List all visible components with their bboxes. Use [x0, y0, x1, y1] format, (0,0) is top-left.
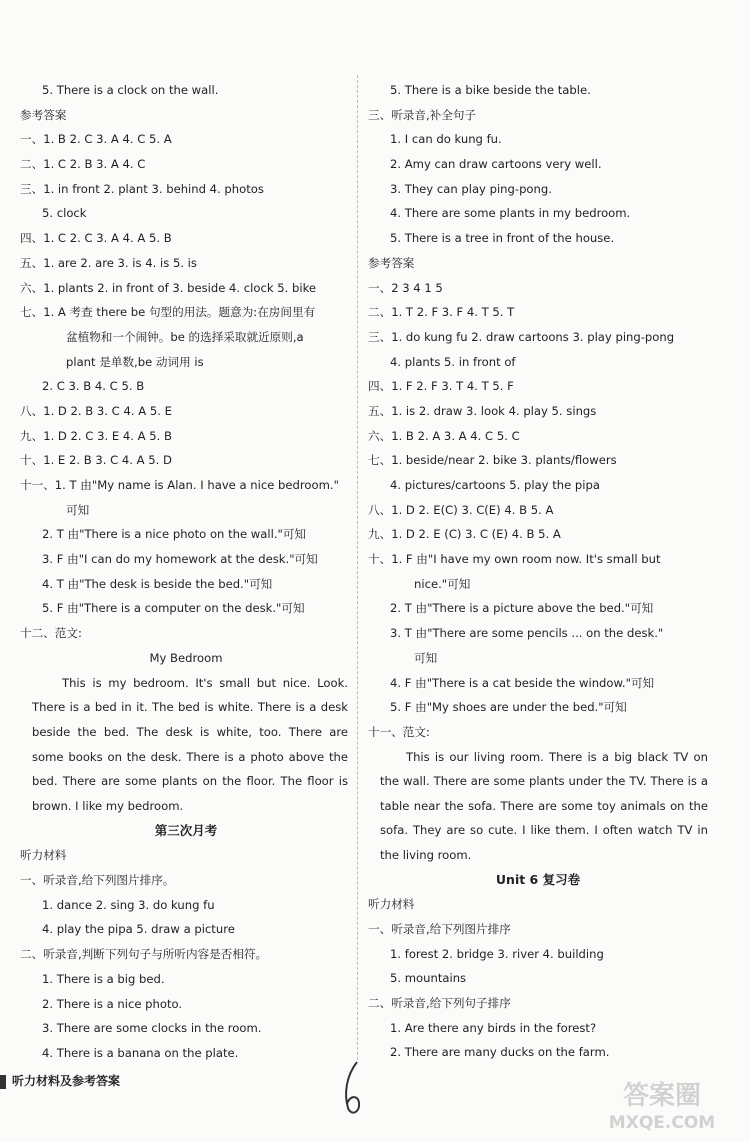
essay-left: This is my bedroom. It's small but nice. Look. There is a bed in it. The bed is white. There is a desk beside the bed. The desk is white, too. There are some books on the desk. There is a photo above the bed. There are some plants on the floor. The floor is brown. I like my bedroom. [32, 675, 348, 814]
text-line: 三、1. in front 2. plant 3. behind 4. photos [20, 181, 264, 196]
text-line: 二、1. T 2. F 3. F 4. T 5. T [368, 305, 515, 320]
text-line: plant 是单数,be 动词用 is [66, 354, 204, 369]
text-line: 九、1. D 2. C 3. E 4. A 5. B [20, 428, 172, 443]
text-line: 5. There is a clock on the wall. [42, 83, 219, 97]
text-line: 2. There is a nice photo. [42, 996, 183, 1011]
text-line: 十一、范文: [368, 724, 430, 739]
left-column [20, 78, 352, 1066]
text-line: 2. C 3. B 4. C 5. B [42, 379, 145, 394]
essay-right: This is our living room. There is a big black TV on the wall. There are some plants under the TV. There is a table near the sofa. There are some toy animals on the sofa. They are so cute. I like them. I often watch TV in the living room. [380, 749, 708, 862]
text-line: 5. F 由"My shoes are under the bed."可知 [390, 700, 627, 715]
text-line: 1. Are there any birds in the forest? [390, 1020, 597, 1035]
text-line: 2. T 由"There is a picture above the bed."可知 [390, 601, 654, 616]
text-line: nice."可知 [414, 576, 471, 591]
text-line: 4. pictures/cartoons 5. play the pipa [390, 478, 600, 492]
text-line: 5. F 由"There is a computer on the desk."可知 [42, 601, 305, 616]
right-listening-list [368, 892, 708, 1065]
text-line: 四、1. C 2. C 3. A 4. A 5. B [20, 231, 172, 246]
text-line: 5. clock [42, 206, 87, 221]
text-line: 三、听录音,补全句子 [368, 107, 477, 122]
page-footer [0, 1072, 120, 1089]
text-line: 七、1. A 考查 there be 句型的用法。题意为:在房间里有 [20, 305, 316, 320]
text-line: 4. T 由"The desk is beside the bed."可知 [42, 576, 273, 591]
text-line: 1. dance 2. sing 3. do kung fu [42, 897, 215, 912]
text-line: 5. There is a tree in front of the house. [390, 231, 615, 246]
text-line: 听力材料 [368, 897, 415, 912]
text-line: 八、1. D 2. E(C) 3. C(E) 4. B 5. A [368, 502, 554, 517]
essay-title-left: My Bedroom [149, 650, 223, 665]
right-column [368, 78, 708, 1065]
text-line: 4. plants 5. in front of [390, 354, 516, 369]
text-line: 1. forest 2. bridge 3. river 4. building [390, 946, 604, 961]
text-line: 1. I can do kung fu. [390, 132, 502, 147]
text-line: 九、1. D 2. E (C) 3. C (E) 4. B 5. A [368, 527, 561, 542]
svg-text:MXQE.COM: MXQE.COM [608, 1113, 716, 1133]
text-line: 可知 [66, 502, 90, 517]
handwritten-mark [340, 1058, 366, 1118]
text-line: 三、1. do kung fu 2. draw cartoons 3. play ping-pong [368, 329, 675, 344]
text-line: 二、听录音,给下列句子排序 [368, 995, 511, 1010]
text-line: 十一、1. T 由"My name is Alan. I have a nice bedroom." [20, 478, 339, 492]
text-line: 4. play the pipa 5. draw a picture [42, 922, 235, 937]
text-line: 参考答案 [20, 107, 67, 122]
text-line: 五、1. is 2. draw 3. look 4. play 5. sings [368, 403, 597, 418]
text-line: 一、听录音,给下列图片排序。 [20, 873, 175, 888]
section-title: 第三次月考 [154, 822, 218, 838]
text-line: 二、听录音,判断下列句子与所听内容是否相符。 [20, 947, 268, 962]
text-line: 5. mountains [390, 971, 467, 986]
text-line: 2. Amy can draw cartoons very well. [390, 157, 602, 172]
text-line: 2. There are many ducks on the farm. [390, 1045, 610, 1060]
text-line: 十二、范文: [20, 626, 82, 641]
text-line: 六、1. plants 2. in front of 3. beside 4. clock 5. bike [20, 280, 317, 295]
right-answer-list [368, 78, 708, 745]
text-line: 一、听录音,给下列图片排序 [368, 921, 511, 936]
text-line: 3. F 由"I can do my homework at the desk."可知 [42, 552, 318, 567]
text-line: 二、1. C 2. B 3. A 4. C [20, 157, 146, 172]
unit-title: Unit 6 复习卷 [495, 871, 581, 887]
text-line: 3. T 由"There are some pencils ... on the desk." [390, 626, 664, 641]
column-divider [357, 75, 358, 1060]
text-line: 3. They can play ping-pong. [390, 181, 552, 196]
text-line: 四、1. F 2. F 3. T 4. T 5. F [368, 379, 514, 394]
text-line: 4. There is a banana on the plate. [42, 1045, 239, 1060]
text-line: 八、1. D 2. B 3. C 4. A 5. E [20, 403, 172, 418]
text-line: 七、1. beside/near 2. bike 3. plants/flowers [368, 453, 617, 468]
left-answer-list [20, 78, 352, 646]
text-line: 3. There are some clocks in the room. [42, 1021, 262, 1036]
text-line: 听力材料 [20, 848, 67, 863]
text-line: 5. There is a bike beside the table. [390, 83, 591, 97]
text-line: 4. F 由"There is a cat beside the window."可知 [390, 675, 655, 690]
text-line: 一、1. B 2. C 3. A 4. C 5. A [20, 132, 172, 147]
text-line: 五、1. are 2. are 3. is 4. is 5. is [20, 255, 197, 270]
text-line: 十、1. F 由"I have my own room now. It's small but [368, 552, 661, 567]
text-line: 盆植物和一个闹钟。be 的选择采取就近原则,a [66, 329, 304, 344]
text-line: 十、1. E 2. B 3. C 4. A 5. D [20, 453, 172, 468]
left-listening-list [20, 843, 352, 1065]
text-line: 参考答案 [368, 255, 415, 270]
text-line: 六、1. B 2. A 3. A 4. C 5. C [368, 428, 520, 443]
text-line: 一、2 3 4 1 5 [368, 280, 443, 295]
footer-bar-icon [0, 1075, 6, 1089]
text-line: 2. T 由"There is a nice photo on the wall."可知 [42, 527, 307, 542]
text-line: 1. There is a big bed. [42, 971, 165, 986]
watermark-logo [592, 1070, 732, 1134]
footer-label: 听力材料及参考答案 [12, 1074, 121, 1088]
svg-text:答案圈: 答案圈 [622, 1081, 702, 1111]
text-line: 可知 [414, 650, 438, 665]
text-line: 4. There are some plants in my bedroom. [390, 206, 631, 221]
